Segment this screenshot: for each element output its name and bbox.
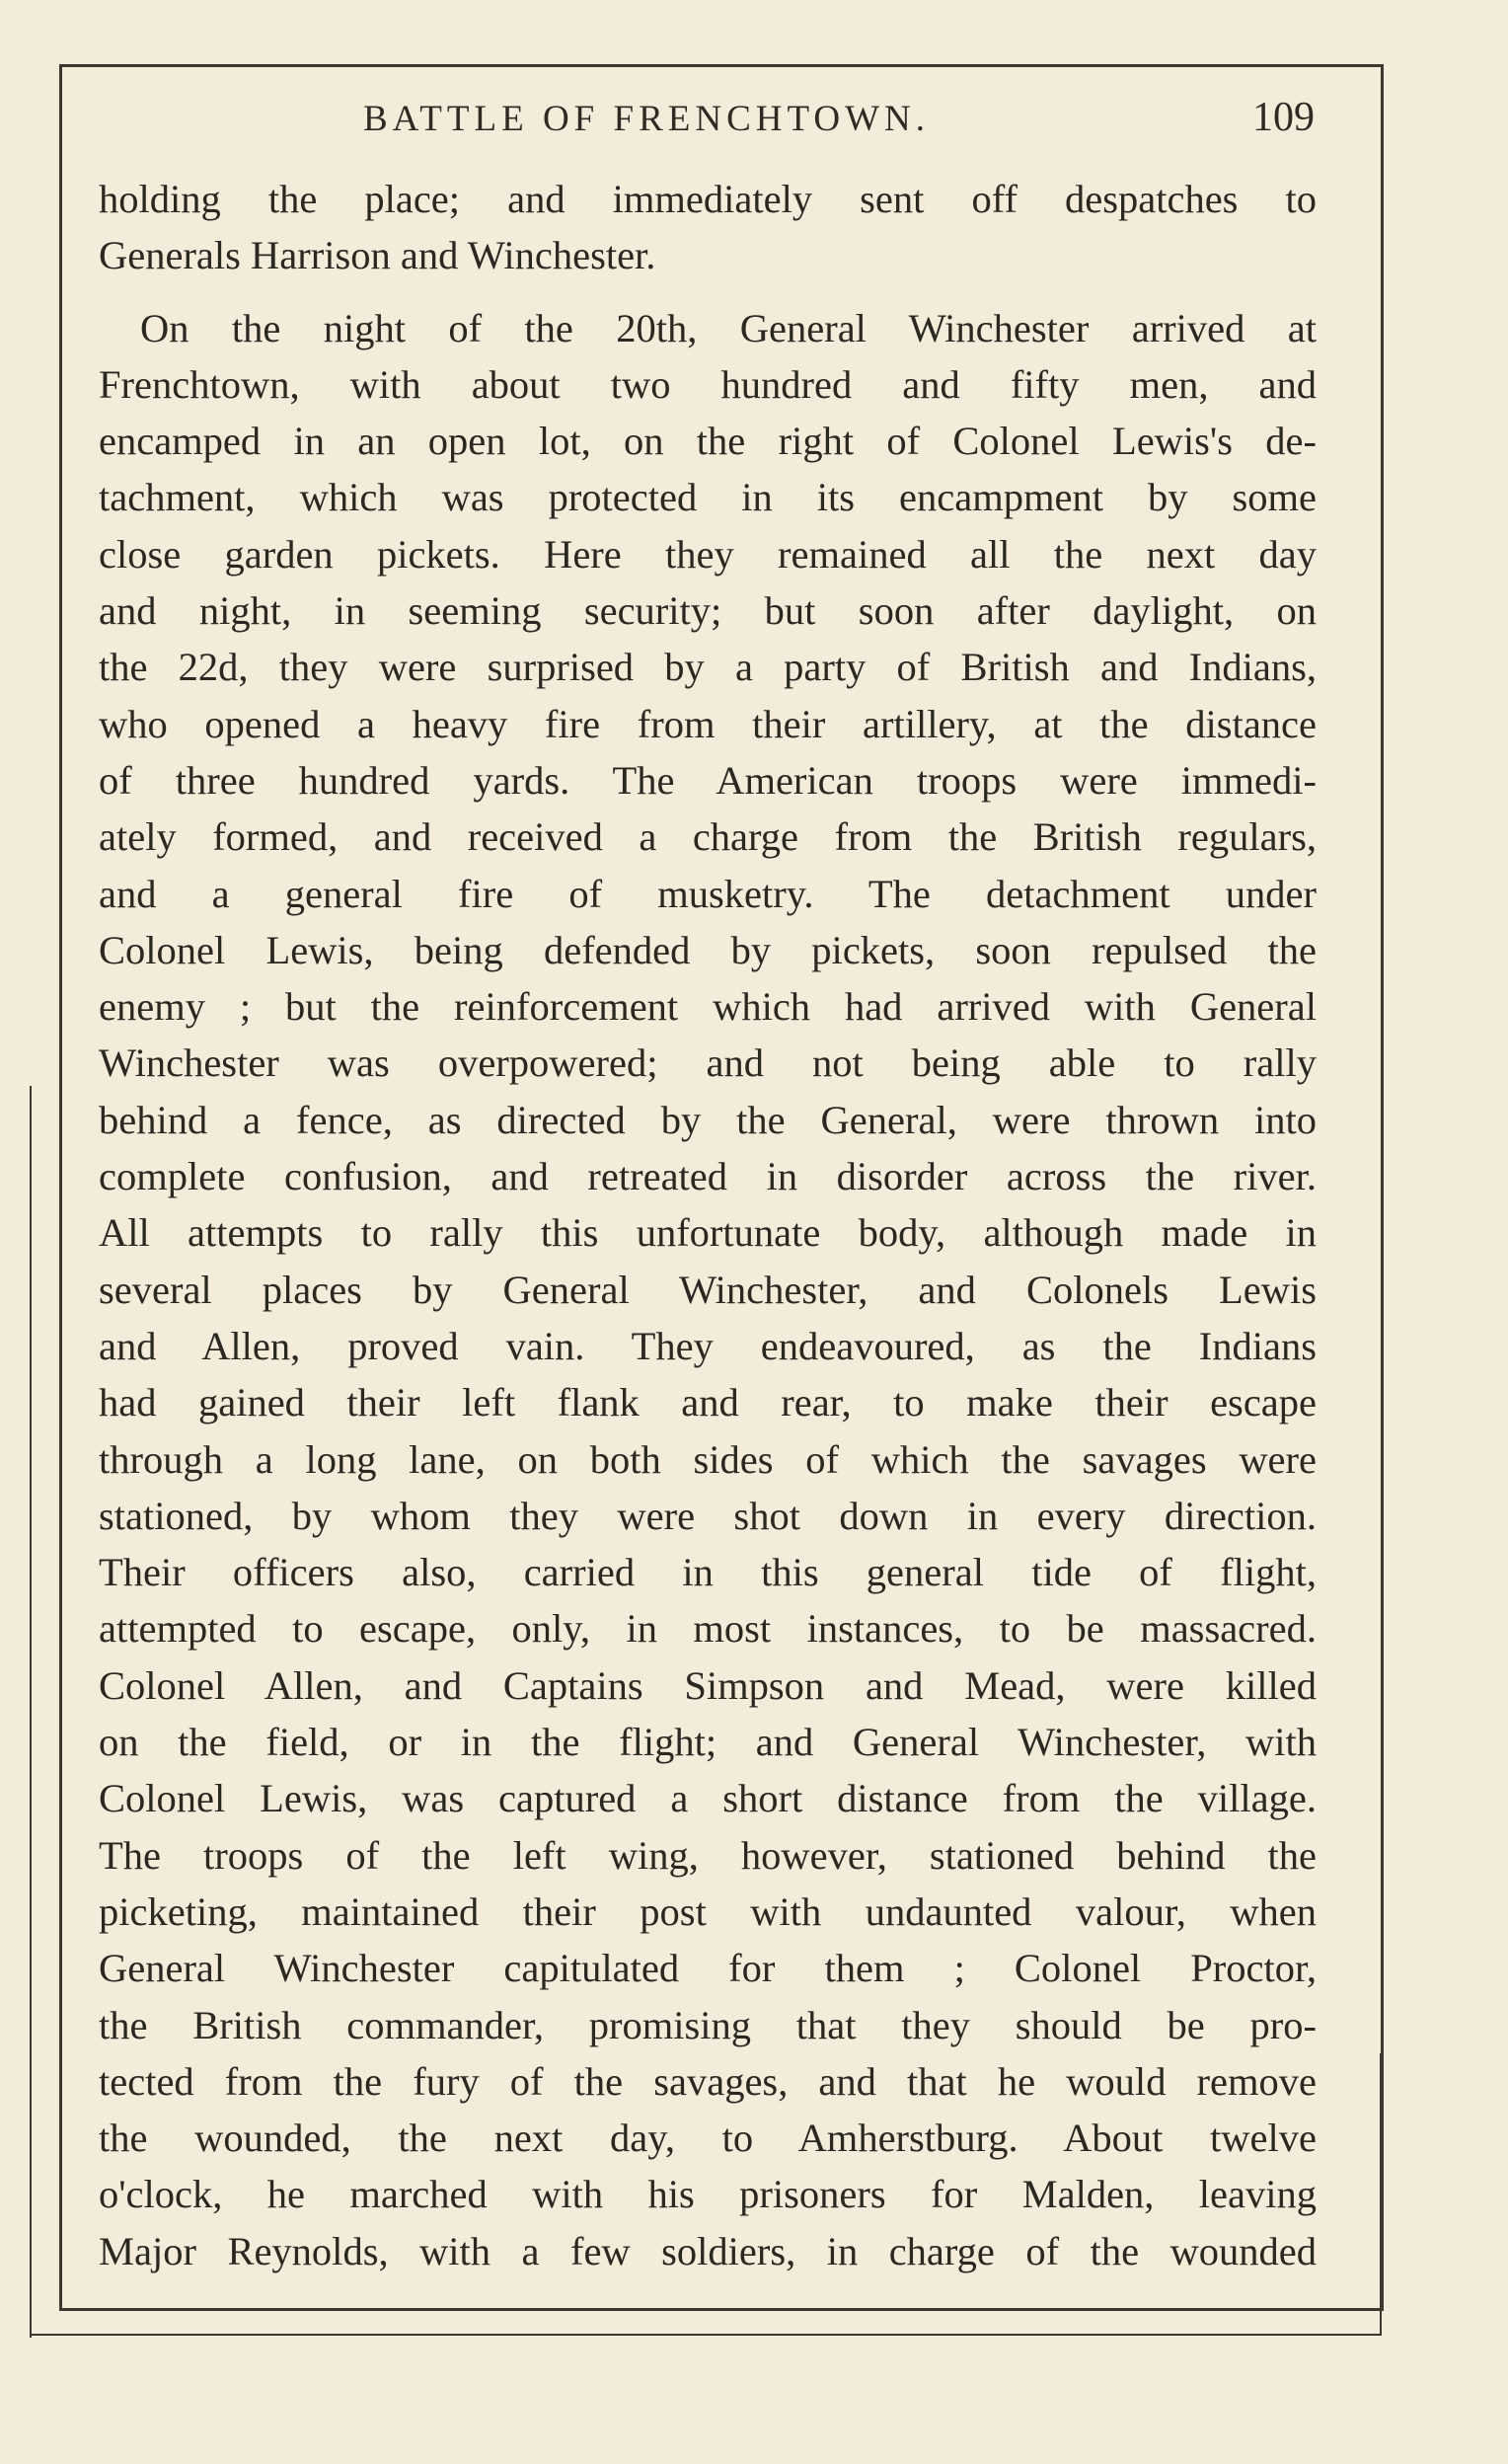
text-line: through a long lane, on both sides of which the savages were: [99, 1436, 1317, 1482]
bottom-rule: [30, 2334, 1382, 2336]
text-line: o'clock, he marched with his prisoners for Malden, leaving: [99, 2172, 1317, 2217]
text-line: on the field, or in the flight; and General Winchester, with: [99, 1720, 1317, 1765]
text-line: enemy ; but the reinforcement which had arrived with General: [99, 984, 1317, 1030]
left-rule: [30, 1086, 32, 2338]
text-line: tachment, which was protected in its encampment by some: [99, 475, 1317, 520]
page-header: [95, 94, 1315, 149]
text-line: tected from the fury of the savages, and that he would remove: [99, 2058, 1317, 2104]
text-line: General Winchester capitulated for them ; Colonel Proctor,: [99, 1946, 1317, 1991]
text-line: All attempts to rally this unfortunate body, although made in: [99, 1210, 1317, 1256]
text-line: Generals Harrison and Winchester.: [99, 233, 656, 278]
text-line: had gained their left flank and rear, to make their escape: [99, 1380, 1317, 1425]
text-line: of three hundred yards. The American troops were immedi-: [99, 757, 1317, 803]
text-line: Frenchtown, with about two hundred and fifty men, and: [99, 361, 1317, 407]
text-line: Colonel Allen, and Captains Simpson and Mead, were killed: [99, 1662, 1317, 1708]
text-line: close garden pickets. Here they remained all the next day: [99, 531, 1317, 577]
body-text: [99, 171, 1317, 2279]
text-line: holding the place; and immediately sent off despatches to: [99, 177, 1317, 221]
text-line: and night, in seeming security; but soon after daylight, on: [99, 588, 1317, 634]
text-line: complete confusion, and retreated in disorder across the river.: [99, 1154, 1317, 1199]
running-title: BATTLE OF FRENCHTOWN.: [363, 99, 931, 139]
text-line: and a general fire of musketry. The detachment under: [99, 871, 1317, 916]
text-line: Colonel Lewis, was captured a short distance from the village.: [99, 1776, 1317, 1821]
text-line: Major Reynolds, with a few soldiers, in charge of the wounded: [99, 2228, 1317, 2273]
corner-rule: [1380, 2053, 1382, 2336]
page-number: 109: [1252, 95, 1315, 140]
text-line: picketing, maintained their post with undaunted valour, when: [99, 1888, 1317, 1934]
text-line: On the night of the 20th, General Winchester arrived at: [140, 305, 1317, 350]
text-line: Colonel Lewis, being defended by pickets, soon repulsed the: [99, 927, 1317, 972]
text-line: Winchester was overpowered; and not being able to rally: [99, 1040, 1317, 1086]
text-line: Their officers also, carried in this general tide of flight,: [99, 1550, 1317, 1595]
text-line: stationed, by whom they were shot down in every direction.: [99, 1493, 1317, 1538]
text-line: who opened a heavy fire from their artillery, at the distance: [99, 701, 1317, 746]
text-line: behind a fence, as directed by the General, were thrown into: [99, 1097, 1317, 1142]
paragraph-gap: [99, 284, 1317, 300]
text-line: attempted to escape, only, in most instances, to be massacred.: [99, 1606, 1317, 1652]
text-line: the British commander, promising that they should be pro-: [99, 2002, 1317, 2047]
text-line: several places by General Winchester, and Colonels Lewis: [99, 1267, 1317, 1312]
text-line: the 22d, they were surprised by a party of British and Indians,: [99, 645, 1317, 690]
text-line: and Allen, proved vain. They endeavoured, as the Indians: [99, 1323, 1317, 1368]
text-line: The troops of the left wing, however, stationed behind the: [99, 1832, 1317, 1878]
text-line: the wounded, the next day, to Amherstburg. About twelve: [99, 2116, 1317, 2161]
text-line: encamped in an open lot, on the right of Colonel Lewis's de-: [99, 419, 1317, 464]
text-line: ately formed, and received a charge from the British regulars,: [99, 814, 1317, 860]
